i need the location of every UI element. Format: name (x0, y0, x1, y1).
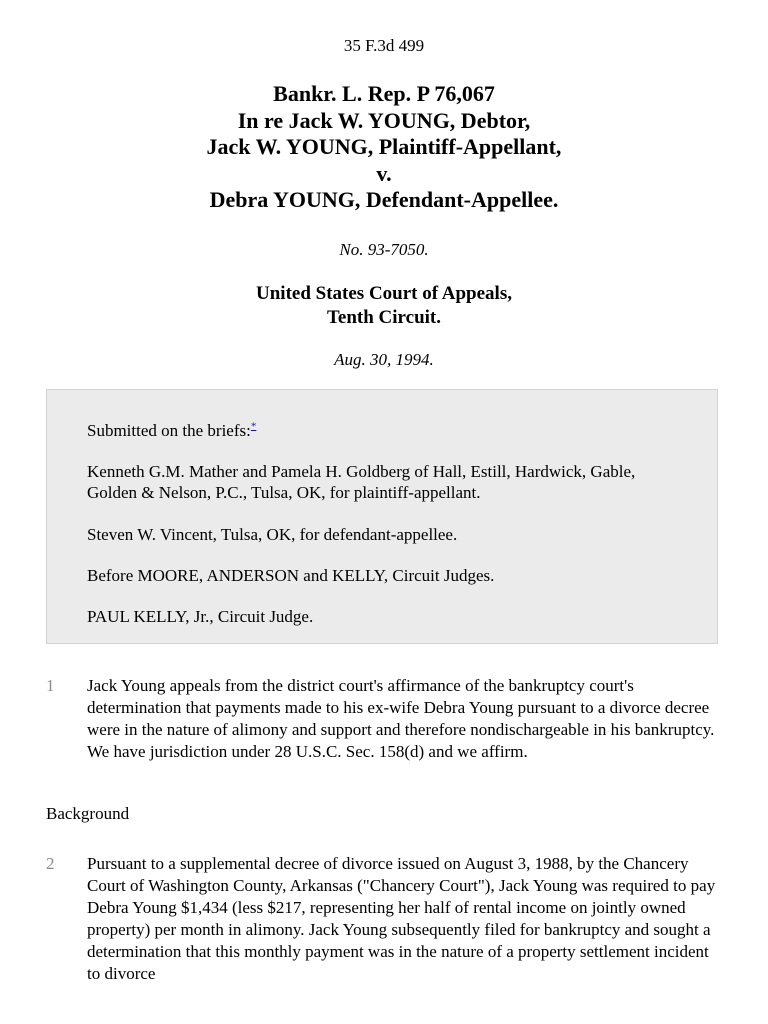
court-name-line-1: United States Court of Appeals, (256, 283, 512, 304)
caption-line-appellee: Debra YOUNG, Defendant-Appellee. (209, 187, 559, 212)
caption-line-versus: v. (376, 160, 392, 186)
court-name (0, 282, 768, 330)
paragraph-number: 2 (46, 854, 55, 873)
court-name-line-2: Tenth Circuit. (326, 307, 442, 328)
footnote-link[interactable]: * (250, 420, 257, 433)
caption-line-appellant: Jack W. YOUNG, Plaintiff-Appellant, (206, 134, 562, 159)
opinion-author: PAUL KELLY, Jr., Circuit Judge. (87, 607, 314, 626)
submitted-on-briefs (87, 420, 687, 441)
decision-date: Aug. 30, 1994. (334, 350, 434, 369)
caption-line-reporter: Bankr. L. Rep. P 76,067 (273, 81, 495, 106)
section-heading: Background (46, 804, 130, 823)
paragraph-number: 1 (46, 676, 55, 695)
appellee-counsel: Steven W. Vincent, Tulsa, OK, for defendant-appellee. (87, 525, 458, 544)
submitted-label: Submitted on the briefs: (87, 421, 251, 440)
briefs-panel (46, 389, 718, 644)
appellant-counsel: Kenneth G.M. Mather and Pamela H. Goldberg of Hall, Estill, Hardwick, Gable, Golden & Nelson, P.C., Tulsa, OK, for plaintiff-appellant. (87, 462, 636, 502)
caption-line-debtor: In re Jack W. YOUNG, Debtor, (237, 107, 531, 133)
judges-panel: Before MOORE, ANDERSON and KELLY, Circuit Judges. (87, 566, 495, 585)
case-caption (0, 81, 768, 214)
paragraph-text: Pursuant to a supplemental decree of divorce issued on August 3, 1988, by the Chancery Court of Washington County, Arkansas ("Chancery Court"), Jack Young was required to pay Debra Young $1,434 (less $217, representing her half of rental income on jointly owned property) per month in alimony. Jack Young subsequently filed for bankruptcy and sought a determination that this monthly payment was in the nature of a property settlement incident to divorce (87, 854, 716, 983)
case-citation: 35 F.3d 499 (343, 36, 425, 55)
paragraph-text: Jack Young appeals from the district court's affirmance of the bankruptcy court's determination that payments made to his ex-wife Debra Young pursuant to a divorce decree were in the nature of alimony and support and therefore nondischargeable in his bankruptcy. We have jurisdiction under 28 U.S.C. Sec. 158(d) and we affirm. (87, 676, 715, 761)
docket-number: No. 93-7050. (339, 240, 429, 259)
